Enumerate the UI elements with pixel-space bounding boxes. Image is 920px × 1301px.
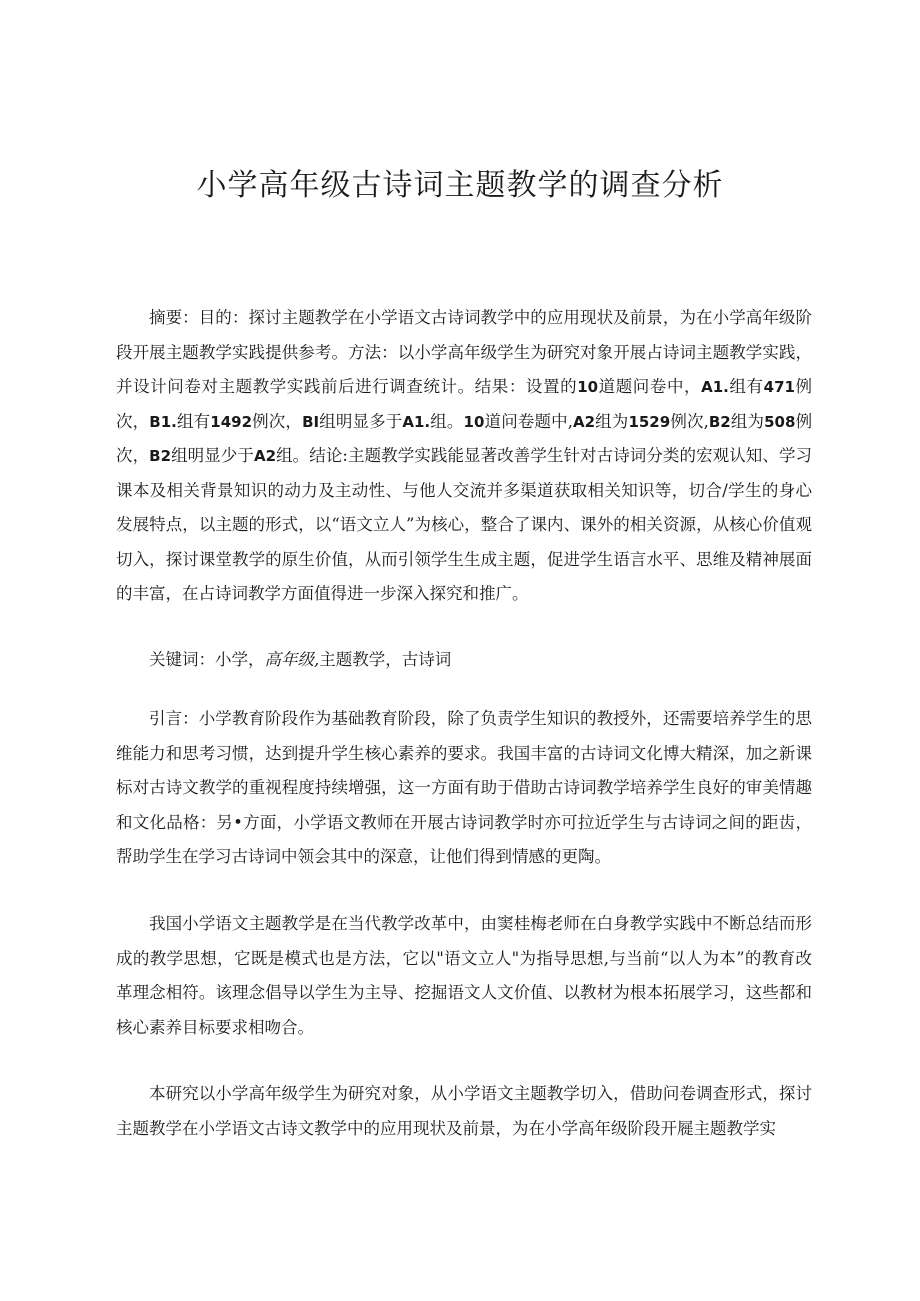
document-title: 小学高年级古诗词主题教学的调查分析 (196, 168, 724, 203)
stat-number: 471 (763, 378, 795, 396)
abstract-text: 例次， (116, 377, 813, 431)
abstract-text: 组为 (730, 411, 765, 431)
group-label: A2 (253, 447, 277, 465)
stat-number: 508 (764, 412, 796, 431)
group-label: B2 (149, 447, 172, 465)
group-label: A2 (572, 412, 596, 431)
group-label: A1. (402, 412, 431, 431)
abstract-text: 例次， (116, 411, 813, 465)
stat-number: 1492 (210, 412, 253, 431)
intro-paragraph: 引言：小学教育阶段作为基础教育阶段，除了负责学生知识的教授外，还需要培养学生的思维能力和思考习惯，达到提升学生核心素养的要求。我国丰富的古诗词文化博大精深，加之新课标对古诗文教学的重视程度持续增强，这一方面有助于借助古诗词教学培养学生良好的审美情趣和文化品格：另•方面，小学语文教师在开展古诗词教学时亦可拉近学生与古诗词之间的距齿，帮助学生在学习古诗词中领会其中的深意，让他们得到情感的更陶。 (116, 709, 812, 866)
abstract-paragraph (116, 301, 812, 612)
body-paragraph: 我国小学语文主题教学是在当代教学改革中，由窦桂梅老师在白身教学实践中不断总结而形成的教学思想，它既是模式也是方法，它以"语文立人"为指导思想,与当前“以人为本”的教育改革理念相符。该理念倡导以学生为主导、挖掘语文人文价值、以教材为根本拓展学习，这些都和核心素养目标要求相吻合。 (116, 914, 812, 1037)
abstract-text: 组有 (176, 411, 211, 431)
group-label: B1. (149, 412, 177, 431)
keywords-line (116, 643, 812, 678)
abstract-text: 组。 (430, 411, 464, 431)
stat-number: 10 (577, 378, 599, 396)
keyword-italic: 高年级, (264, 650, 320, 669)
keywords-label: 关键词：小学， (149, 650, 265, 669)
abstract-text: 例次， (252, 411, 303, 431)
group-label: B2 (708, 412, 731, 431)
keywords-rest: 主题教学，古诗词 (319, 650, 452, 669)
stat-number: 10 (463, 412, 485, 431)
group-label: BI (302, 412, 320, 431)
abstract-text: 道题问卷中， (598, 377, 702, 396)
abstract-text: 组为 (595, 411, 629, 431)
body-paragraph: 本研究以小学高年级学生为研究对象，从小学语文主题教学切入，借助问卷调查形式，探讨主题教学在小学语文古诗文教学中的应用现状及前景，为在小学高年级阶段开屣主题教学实 (116, 1084, 812, 1138)
group-label: A1. (701, 378, 729, 396)
abstract-text: 摘要：目的：探讨主题教学在小学语文古诗词教学中的应用现状及前景，为在小学高年级阶段开展主题教学实践提供参考。方法：以小学高年级学生为研究对象开展占诗词主题教学实践，并设计问卷对主题教学实践前后进行调查统计。结果：设置的 (116, 308, 812, 396)
abstract-text: 道问卷题中, (484, 411, 573, 431)
abstract-text: 组有 (728, 377, 764, 396)
abstract-text: 组。结论:主题教学实践能显著改善学生针对古诗词分类的宏观认知、学习课本及相关背景知识的动力及主动性、与他人交流并多渠道获取相关知识等，切合/学生的身心发展特点，以主题的形式，以“语文立人”为核心，整合了课内、课外的相关资源，从核心价值观切入，探讨课堂教学的原生价值，从而引领学生生成主题，促进学生语言水平、思维及精神展面的丰富，在占诗词教学方面值得进一步深入探究和推广。 (116, 446, 813, 603)
abstract-text: 组明显少于 (171, 446, 254, 465)
abstract-text: 例次, (670, 411, 709, 431)
stat-number: 1529 (628, 412, 671, 431)
abstract-text: 组明显多于 (319, 411, 403, 431)
